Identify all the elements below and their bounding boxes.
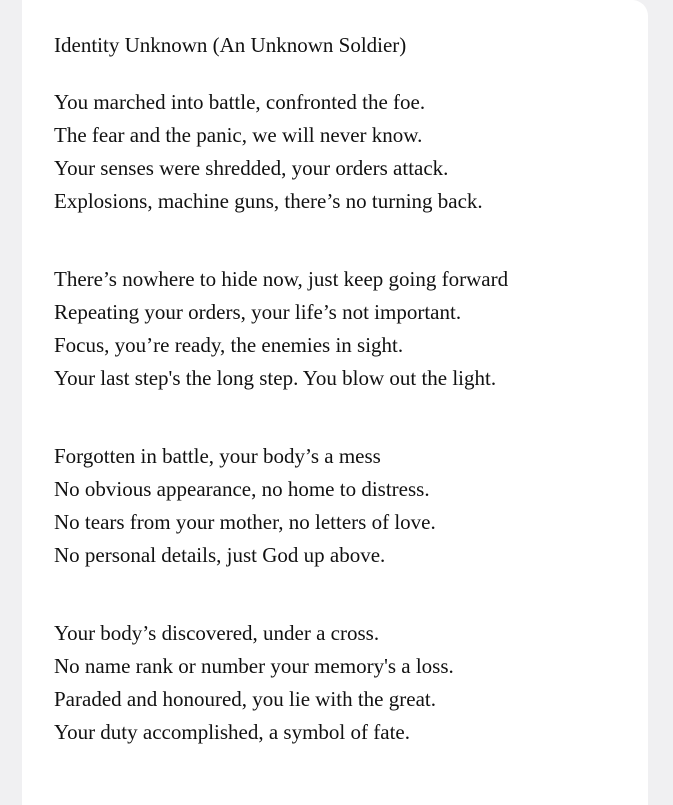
poem-line: No personal details, just God up above. — [54, 543, 386, 567]
poem-line: Your senses were shredded, your orders attack. — [54, 156, 449, 180]
poem-line: No name rank or number your memory's a loss. — [54, 654, 454, 678]
poem-line: You marched into battle, confronted the foe. — [54, 90, 426, 114]
poem-line: Explosions, machine guns, there’s no turning back. — [54, 189, 483, 213]
poem-line: Your last step's the long step. You blow out the light. — [54, 366, 497, 390]
poem-line: Repeating your orders, your life’s not important. — [54, 300, 462, 324]
poem-line: Your body’s discovered, under a cross. — [54, 621, 380, 645]
poem-title: Identity Unknown (An Unknown Soldier) — [54, 33, 407, 57]
poem-line: Paraded and honoured, you lie with the great. — [54, 687, 436, 711]
poem-line: Your duty accomplished, a symbol of fate. — [54, 720, 410, 744]
poem-line: No tears from your mother, no letters of love. — [54, 510, 436, 534]
stanza-3 — [54, 440, 648, 572]
stanza-2 — [54, 263, 648, 395]
poem-line: There’s nowhere to hide now, just keep going forward — [54, 267, 509, 291]
poem-page — [22, 0, 648, 805]
stanza-1 — [54, 86, 648, 218]
poem-line: No obvious appearance, no home to distress. — [54, 477, 430, 501]
poem-line: The fear and the panic, we will never know. — [54, 123, 423, 147]
poem-line: Forgotten in battle, your body’s a mess — [54, 444, 381, 468]
poem-line: Focus, you’re ready, the enemies in sight. — [54, 333, 404, 357]
stanza-4 — [54, 617, 648, 749]
